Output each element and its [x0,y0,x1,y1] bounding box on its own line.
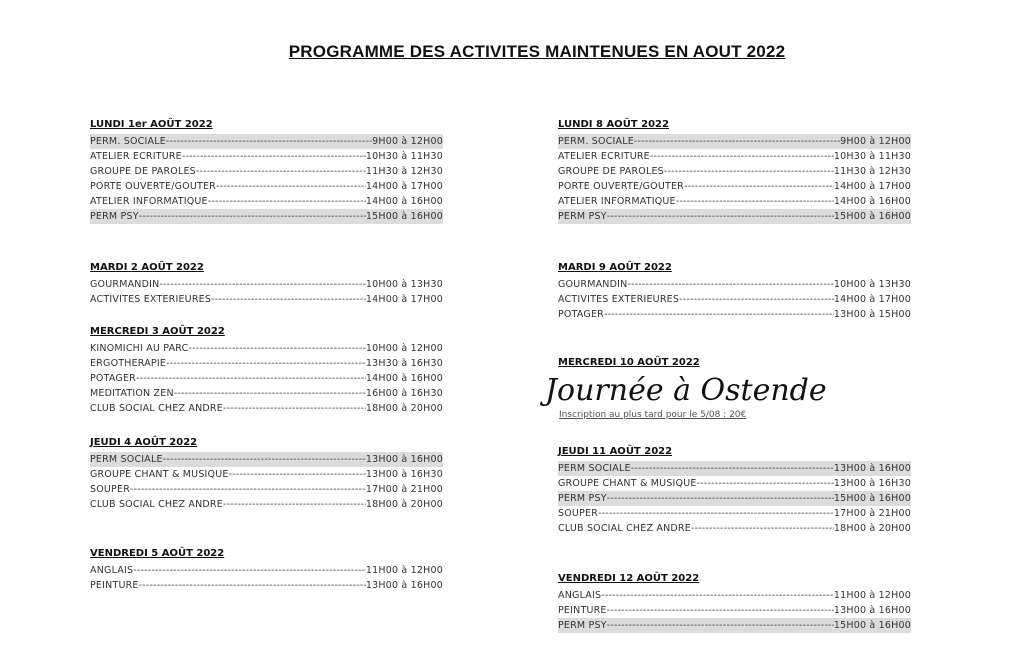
day-lundi-8 [558,118,911,224]
activity-label: PEINTURE [558,605,607,616]
schedule-row [558,277,911,292]
activity-label: GOURMANDIN [558,279,628,290]
schedule-row [90,149,443,164]
leader-dots [188,341,365,356]
time-label: 13H00 à 16H30 [833,478,911,489]
leader-dots [676,194,834,209]
time-label: 15H00 à 16H00 [833,620,911,631]
schedule-row [90,209,443,224]
time-label: 13H00 à 16H00 [833,463,911,474]
time-label: 10H00 à 12H00 [365,343,443,354]
schedule-row [558,164,911,179]
day-mardi-2 [90,261,443,307]
activity-label: PERM PSY [90,211,139,222]
activity-label: ATELIER ECRITURE [558,151,650,162]
time-label: 10H00 à 13H30 [833,279,911,290]
schedule-row [90,371,443,386]
schedule-row [90,277,443,292]
leader-dots [607,603,834,618]
activity-label: PORTE OUVERTE/GOUTER [558,181,684,192]
activity-label: PERM SOCIALE [558,463,631,474]
activity-label: PERM PSY [558,620,607,631]
leader-dots [166,356,366,371]
activity-label: KINOMICHI AU PARC [90,343,189,354]
time-label: 14H00 à 17H00 [365,294,443,305]
schedule-row [558,461,911,476]
activity-label: GOURMANDIN [90,279,160,290]
activity-label: ACTIVITES EXTERIEURES [90,294,212,305]
activity-label: ERGOTHERAPIE [90,358,167,369]
leader-dots [223,497,366,512]
leader-dots [691,521,834,536]
leader-dots [607,209,834,224]
schedule-row [558,179,911,194]
time-label: 11H00 à 12H00 [365,565,443,576]
leader-dots [208,194,366,209]
activity-label: ANGLAIS [90,565,134,576]
time-label: 14H00 à 16H00 [365,373,443,384]
time-label: 15H00 à 16H00 [365,211,443,222]
time-label: 17H00 à 21H00 [365,484,443,495]
schedule-row [90,164,443,179]
time-label: 13H00 à 16H00 [833,605,911,616]
leader-dots [139,209,366,224]
schedule-row [90,134,443,149]
leader-dots [627,277,833,292]
activity-label: PERM SOCIALE [90,454,163,465]
schedule-row [558,209,911,224]
leader-dots [601,588,834,603]
schedule-row [90,401,443,416]
time-label: 10H30 à 11H30 [365,151,443,162]
time-label: 13H00 à 16H00 [365,454,443,465]
day-header: JEUDI 11 AOÛT 2022 [558,446,673,457]
leader-dots [598,506,834,521]
schedule-row [90,386,443,401]
time-label: 13H30 à 16H30 [365,358,443,369]
activity-label: ATELIER ECRITURE [90,151,182,162]
special-event-note: Inscription au plus tard pour le 5/08 : 20€ [559,410,747,420]
schedule-row [90,482,443,497]
day-vendredi-12 [558,572,911,633]
activity-label: CLUB SOCIAL CHEZ ANDRE [90,499,223,510]
activity-label: PORTE OUVERTE/GOUTER [90,181,216,192]
activity-label: POTAGER [90,373,136,384]
time-label: 18H00 à 20H00 [365,499,443,510]
leader-dots [650,149,834,164]
leader-dots [139,578,366,593]
leader-dots [223,401,366,416]
activity-label: PERM. SOCIALE [90,136,166,147]
time-label: 11H30 à 12H30 [365,166,443,177]
time-label: 14H00 à 17H00 [833,181,911,192]
activity-label: PERM. SOCIALE [558,136,634,147]
activity-label: GROUPE CHANT & MUSIQUE [558,478,697,489]
leader-dots [604,307,834,322]
leader-dots [216,179,366,194]
day-header: MARDI 9 AOÛT 2022 [558,262,672,273]
time-label: 13H00 à 16H00 [365,580,443,591]
leader-dots [166,134,372,149]
day-jeudi-4 [90,436,443,512]
day-mercredi-3 [90,325,443,416]
schedule-row [90,452,443,467]
schedule-row [90,563,443,578]
leader-dots [607,618,834,633]
time-label: 14H00 à 16H00 [365,196,443,207]
activity-label: ACTIVITES EXTERIEURES [558,294,680,305]
time-label: 15H00 à 16H00 [833,493,911,504]
schedule-row [90,194,443,209]
day-header: MERCREDI 10 AOÛT 2022 [558,357,700,368]
time-label: 11H00 à 12H00 [833,590,911,601]
time-label: 18H00 à 20H00 [365,403,443,414]
leader-dots [182,149,366,164]
day-header: VENDREDI 5 AOÛT 2022 [90,548,225,559]
activity-label: CLUB SOCIAL CHEZ ANDRE [90,403,223,414]
day-jeudi-11 [558,445,911,536]
day-header: JEUDI 4 AOÛT 2022 [90,437,198,448]
leader-dots [130,482,366,497]
leader-dots [697,476,834,491]
time-label: 10H30 à 11H30 [833,151,911,162]
leader-dots [229,467,366,482]
activity-label: GROUPE DE PAROLES [558,166,664,177]
schedule-row [90,179,443,194]
leader-dots [679,292,834,307]
time-label: 18H00 à 20H00 [833,523,911,534]
leader-dots [664,164,834,179]
activity-label: POTAGER [558,309,604,320]
leader-dots [174,386,366,401]
schedule-row [90,356,443,371]
schedule-row [558,588,911,603]
schedule-row [90,341,443,356]
activity-label: GROUPE CHANT & MUSIQUE [90,469,229,480]
schedule-row [558,618,911,633]
schedule-row [90,292,443,307]
activity-label: ATELIER INFORMATIQUE [558,196,676,207]
leader-dots [634,134,840,149]
activity-label: CLUB SOCIAL CHEZ ANDRE [558,523,691,534]
day-header: LUNDI 1er AOÛT 2022 [90,119,213,130]
time-label: 14H00 à 17H00 [833,294,911,305]
day-header: LUNDI 8 AOÛT 2022 [558,119,669,130]
day-mercredi-10 [558,356,911,372]
leader-dots [136,371,366,386]
day-header: MARDI 2 AOÛT 2022 [90,262,204,273]
activity-label: PERM PSY [558,211,607,222]
schedule-row [90,467,443,482]
schedule-row [558,506,911,521]
day-mardi-9 [558,261,911,322]
schedule-row [558,194,911,209]
time-label: 17H00 à 21H00 [833,508,911,519]
leader-dots [159,277,365,292]
time-label: 14H00 à 17H00 [365,181,443,192]
leader-dots [684,179,834,194]
activity-label: ANGLAIS [558,590,602,601]
schedule-row [558,491,911,506]
time-label: 16H00 à 16H30 [365,388,443,399]
schedule-row [558,149,911,164]
schedule-row [558,476,911,491]
day-lundi-1 [90,118,443,224]
schedule-row [90,497,443,512]
day-header: VENDREDI 12 AOÛT 2022 [558,573,700,584]
leader-dots [631,461,834,476]
time-label: 14H00 à 16H00 [833,196,911,207]
time-label: 15H00 à 16H00 [833,211,911,222]
activity-label: PERM PSY [558,493,607,504]
schedule-row [558,521,911,536]
schedule-row [90,578,443,593]
schedule-row [558,292,911,307]
leader-dots [607,491,834,506]
time-label: 9H00 à 12H00 [372,136,443,147]
schedule-row [558,603,911,618]
day-header: MERCREDI 3 AOÛT 2022 [90,326,225,337]
time-label: 11H30 à 12H30 [833,166,911,177]
leader-dots [163,452,366,467]
time-label: 9H00 à 12H00 [840,136,911,147]
time-label: 13H00 à 16H30 [365,469,443,480]
special-event-title: Journée à Ostende [545,373,827,408]
schedule-row [558,134,911,149]
day-vendredi-5 [90,547,443,593]
leader-dots [196,164,366,179]
special-event [545,372,827,420]
activity-label: GROUPE DE PAROLES [90,166,196,177]
leader-dots [211,292,366,307]
time-label: 10H00 à 13H30 [365,279,443,290]
page-title: PROGRAMME DES ACTIVITES MAINTENUES EN AOUT 2022 [288,42,786,61]
activity-label: ATELIER INFORMATIQUE [90,196,208,207]
activity-label: MEDITATION ZEN [90,388,174,399]
activity-label: SOUPER [558,508,598,519]
activity-label: SOUPER [90,484,130,495]
schedule-row [558,307,911,322]
activity-label: PEINTURE [90,580,139,591]
time-label: 13H00 à 15H00 [833,309,911,320]
leader-dots [133,563,366,578]
